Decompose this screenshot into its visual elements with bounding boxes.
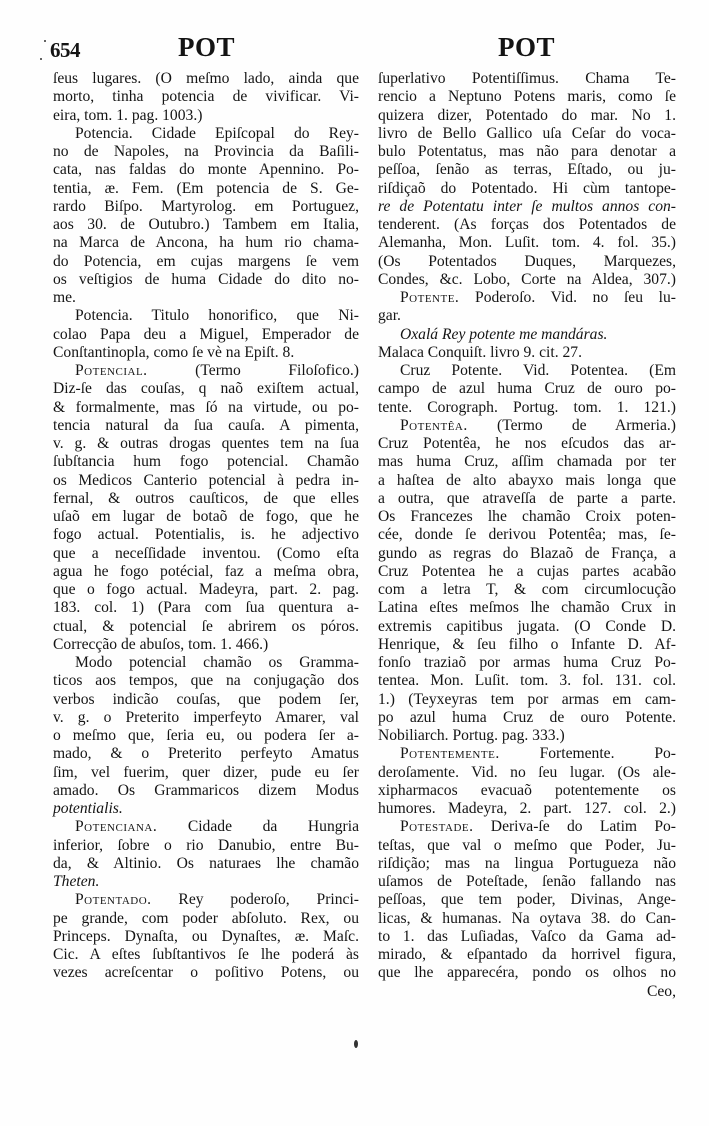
text-line: uſaõ em lugar de botaõ de fogo, que he [53, 508, 359, 525]
text-line: vezes acreſcentar o poſitivo Potens, ou [53, 964, 359, 982]
text-line: morto, tinha potencia de vivificar. Vi- [53, 88, 359, 106]
text-line: pe grande, com poder abſoluto. Rex, ou [53, 909, 359, 927]
text-line: mado, & o Preterito perfeyto Amatus [53, 745, 359, 763]
text-line: Potencia. Cidade Epiſcopal do Rey- [75, 124, 359, 142]
text-line: da, & Altinio. Os naturaes lhe chamão [53, 854, 359, 872]
text-line: Potentado. Rey poderoſo, Princi- [75, 891, 359, 909]
text-line: quizera dizer, Potentado do mar. No 1. [378, 106, 676, 124]
text-line: livro de Bello Gallico uſa Ceſar do voca- [378, 124, 676, 142]
text-line: amado. Os Grammaricos dizem Modus [53, 781, 359, 799]
entry-headword: Potentemente. [400, 745, 500, 763]
text-line: uſamos de Poteſtade, ſenão fallando nas [378, 873, 676, 890]
text-line: colao Papa deu a Miguel, Emperador de [53, 325, 359, 343]
text-line: v. g. o Preterito imperfeyto Amarer, val [53, 708, 359, 726]
text-line: no de Napoles, na Provincia da Baſili- [53, 143, 359, 160]
text-line: o meſmo que, ſeria eu, ou podera ſer a- [53, 727, 359, 744]
text-line: potentialis. [53, 800, 123, 817]
running-head-right: POT [498, 32, 556, 62]
text-line: campo de azul huma Cruz de ouro po- [378, 380, 676, 398]
text-line: xipharmacos evacuaõ potentemente os [378, 781, 676, 799]
entry-headword: Potentado. [75, 891, 152, 909]
text-line: Nobiliarch. Portug. pag. 333.) [378, 727, 565, 744]
text-line: Ceo, [646, 982, 676, 1000]
text-line: tente. Corograph. Portug. tom. 1. 121.) [378, 398, 676, 416]
text-line: cata, nas faldas do monte Apennino. Po- [53, 161, 359, 179]
text-line: ſim, vel fuerim, quer dizer, pude eu ſer [53, 763, 359, 781]
entry-headword: Potestade. [400, 818, 474, 836]
text-line: Latina eſtes meſmos lhe chamão Crux in [378, 599, 676, 617]
text-line: com a letra T, & com circumlocução [378, 581, 676, 598]
text-line: bulo Potentatus, mas não para denotar a [378, 143, 676, 160]
text-line: Cruz Potentea he a cujas partes acabão [378, 562, 676, 580]
text-line: rencio a Neptuno Potens maris, como ſe [378, 88, 676, 106]
text-line: Potencia. Titulo honorifico, que Ni- [75, 307, 359, 325]
text-line: fernal, & outros cauſticos, de que elles [53, 489, 359, 507]
entry-headword: Potencial. [75, 362, 148, 379]
text-line: ſubſtancia hum fogo potencial. Chamão [53, 453, 359, 471]
text-line: cée, donde ſe derivou Potentêa; mas, ſe- [378, 526, 676, 544]
text-line: mas huma Cruz, aſſim chamada por ter [378, 453, 676, 471]
text-line: tenderent. (As forças dos Potentados de [378, 216, 676, 233]
text-line: Os Francezes lhe chamão Croix poten- [378, 508, 676, 525]
text-line: ctual, & potencial ſe abrirem os póros. [53, 617, 359, 635]
text-line: gar. [378, 307, 401, 325]
text-line: Correcção de abuſos, tom. 1. 466.) [53, 635, 269, 653]
text-line: Diz-ſe das couſas, q naõ exiſtem actual, [53, 380, 359, 398]
text-line: Modo potencial chamão os Gramma- [75, 654, 359, 671]
text-line: po azul huma Cruz de ouro Potente. [378, 708, 676, 726]
text-line: teſtas, que val o meſmo que Poder, Ju- [378, 836, 676, 854]
text-line: Cruz Potente. Vid. Potentea. (Em [400, 362, 676, 379]
text-line: Potentemente. Fortemente. Po- [400, 745, 676, 763]
text-line: gundo as regras do Blazaõ de França, a [378, 544, 676, 562]
text-line: humores. Madeyra, 2. part. 127. col. 2.) [378, 800, 676, 817]
text-line: que lhe apparecéra, pondo os olhos no [378, 964, 676, 982]
text-line: licas, & humanas. Na oytava 38. do Can- [378, 909, 676, 927]
text-line: eira, tom. 1. pag. 1003.) [53, 106, 203, 124]
text-line: ticos aos tempos, que na conjugação dos [53, 672, 359, 690]
text-line: mirado, & eſpantado da horrivel figura, [378, 946, 676, 963]
text-line: 1.) (Teyxeyras tem por armas em cam- [378, 690, 676, 708]
text-line: Princeps. Dynaſta, ou Dynaſtes, æ. Maſc. [53, 927, 359, 945]
text-line: que o fogo actual. Madeyra, part. 2. pag. [53, 581, 359, 598]
ink-speck [44, 40, 46, 42]
page-number: 654 [50, 38, 80, 62]
text-line: fonſo traziaõ por armas huma Cruz Po- [378, 654, 676, 671]
entry-headword: Potenciana. [75, 818, 158, 836]
text-line: na Marca de Ancona, ha hum rio chama- [53, 234, 359, 252]
text-line: ſuperlativo Potentiſſimus. Chama Te- [378, 70, 676, 87]
text-line: os Medicos Canterio potencial à pedra in- [53, 471, 359, 489]
text-line: Potente. Poderoſo. Vid. no ſeu lu- [400, 289, 676, 306]
text-line: rardo Biſpo. Martyrolog. em Portuguez, [53, 197, 359, 215]
text-line: fogo actual. Potentialis, is. he adjectivo [53, 526, 359, 544]
text-line: v. g. & outras drogas quentes tem na ſua [53, 435, 359, 452]
ink-speck [40, 58, 42, 60]
text-line: verbos indicão couſas, que podem ſer, [53, 690, 359, 708]
text-line: deroſamente. Vid. no ſeu lugar. (Os ale- [378, 763, 676, 781]
text-line: os veſtigios de huma Cidade do dito no- [53, 270, 359, 288]
text-line: inferior, ſobre o rio Danubio, entre Bu- [53, 836, 359, 854]
ink-blot [354, 1040, 358, 1048]
running-head-left: POT [178, 32, 236, 62]
text-line: tencia natural da ſua cauſa. A pimenta, [53, 416, 359, 434]
text-line: que a neceſſidade inventou. (Como eſta [53, 544, 359, 562]
text-line: tentia, æ. Fem. (Em potencia de S. Ge- [53, 179, 359, 197]
text-line: riſdição; mas na lingua Portugueza não [378, 854, 676, 872]
text-line: Potenciana. Cidade da Hungria [75, 818, 359, 836]
text-line: do Potencia, em cujas margens ſe vem [53, 252, 359, 270]
text-line: Alemanha, Mon. Luſit. tom. 4. fol. 35.) [378, 234, 676, 252]
text-line: peſſoa, ſenão as terras, Eſtado, ou ju- [378, 161, 676, 179]
entry-headword: Potente. [400, 289, 460, 306]
text-line: a outra, que atraveſſa de parte a parte. [378, 489, 676, 507]
text-line: Cic. A eſtes ſubſtantivos ſe lhe poderá às [53, 946, 359, 963]
text-line: Potencial. (Termo Filoſofico.) [75, 362, 359, 379]
text-line: aos 30. de Outubro.) Tambem em Italia, [53, 216, 359, 233]
text-line: Condes, &c. Lobo, Corte na Aldea, 307.) [378, 270, 676, 288]
text-line: & formalmente, mas ſó na virtude, ou po- [53, 398, 359, 416]
right-column [378, 70, 676, 1001]
text-line: Malaca Conquiſt. livro 9. cit. 27. [378, 343, 582, 361]
text-line: Conſtantinopla, como ſe vè na Epiſt. 8. [53, 343, 295, 361]
text-line: re de Potentatu inter ſe multos annos con- [378, 197, 676, 215]
text-line: Oxalá Rey potente me mandáras. [400, 325, 608, 343]
text-line: Theten. [53, 873, 100, 890]
text-line: (Os Potentados Duques, Marquezes, [378, 252, 676, 270]
text-line: riſdiçaõ do Potentado. Hi cùm tantope- [378, 179, 676, 197]
text-line: Cruz Potentêa, he nos eſcudos das ar- [378, 435, 676, 452]
text-line: peſſoas, que tem poder, Divinas, Ange- [378, 891, 676, 909]
text-line: a haſtea de alto abayxo mais longa que [378, 471, 676, 489]
text-line: agua he fogo potécial, faz a meſma obra, [53, 562, 359, 580]
text-line: extremis capitibus jugata. (O Conde D. [378, 617, 676, 635]
text-line: Potentêa. (Termo de Armeria.) [400, 416, 676, 434]
text-line: me. [53, 289, 76, 306]
text-line: Henrique, & ſeu filho o Infante D. Af- [378, 635, 676, 653]
text-line: Potestade. Deriva-ſe do Latim Po- [400, 818, 676, 836]
entry-headword: Potentêa. [400, 416, 468, 434]
text-line: tentea. Mon. Luſit. tom. 3. fol. 131. col. [378, 672, 676, 690]
text-line: ſeus lugares. (O meſmo lado, ainda que [53, 70, 359, 87]
text-line: 183. col. 1) (Para com ſua quentura a- [53, 599, 359, 617]
text-line: to 1. das Luſiadas, Vaſco da Gama ad- [378, 927, 676, 945]
left-column [53, 70, 359, 983]
